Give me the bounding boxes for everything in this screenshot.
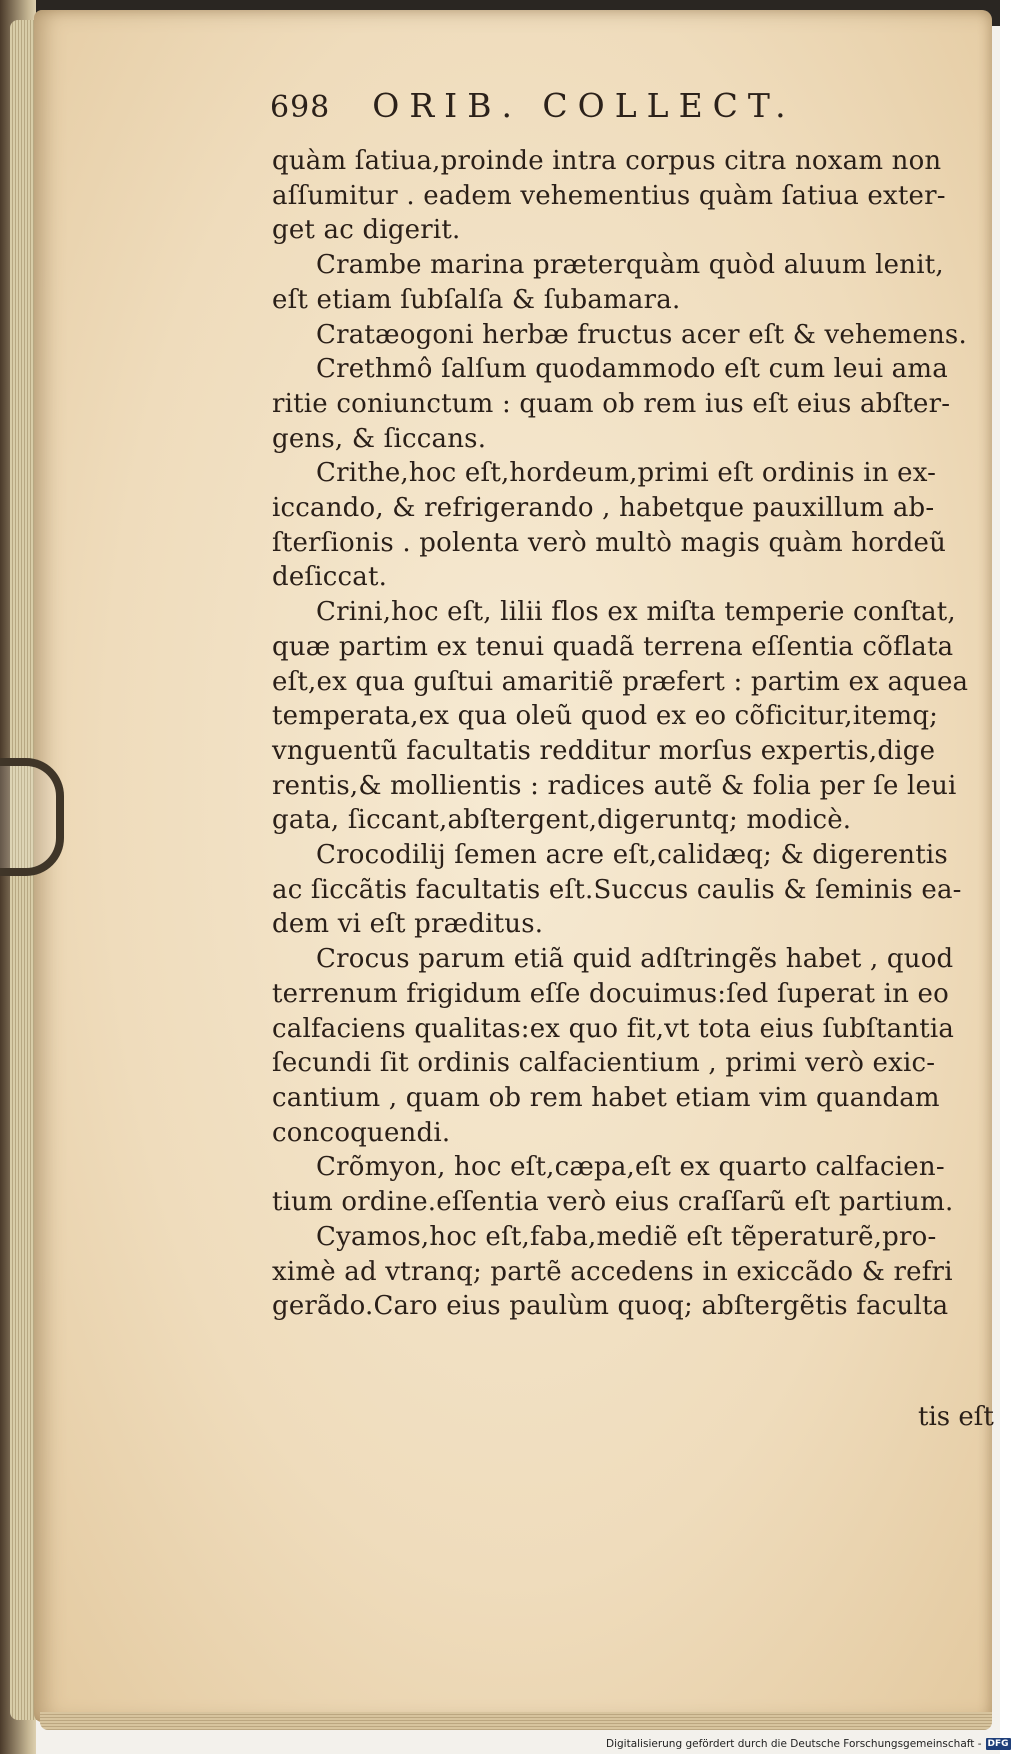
text-line: deſiccat.	[272, 562, 388, 593]
dfg-logo: DFG	[987, 1739, 1009, 1749]
text-line: ſecundi ſit ordinis calfacientium , primi verò exic-	[272, 1048, 936, 1079]
page-number: 698	[270, 90, 331, 125]
page-clip	[0, 758, 64, 876]
text-line: ritie coniunctum : quam ob rem ius eſt eius abſter-	[272, 388, 951, 419]
text-line: cantium , quam ob rem habet etiam vim quandam	[272, 1082, 940, 1113]
text-line: get ac digerit.	[272, 215, 461, 246]
text-line: Crithe,hoc eſt,hordeum,primi eſt ordinis in ex-	[316, 458, 937, 489]
text-line: tium ordine.eſſentia verò eius craſſarũ eſt partium.	[272, 1187, 954, 1218]
text-line: Crocodilij ſemen acre eſt,calidæq; & digerentis	[316, 840, 948, 871]
text-line: Cyamos,hoc eſt,faba,mediẽ eſt tẽperaturẽ,pro-	[316, 1221, 937, 1252]
text-line: gerãdo.Caro eius paulùm quoq; abſtergẽtis faculta	[272, 1291, 949, 1322]
text-line: ximè ad vtranq; partẽ accedens in exiccãdo & refri	[272, 1256, 953, 1287]
text-line: gata, ſiccant,abſtergent,digeruntq; modicè.	[272, 805, 852, 836]
text-line: quàm ſatiua,proinde intra corpus citra noxam non	[272, 146, 942, 176]
text-line: terrenum frigidum eſſe docuimus:ſed ſuperat in eo	[272, 978, 949, 1009]
body-text	[272, 144, 972, 1324]
text-line: Crambe marina præterquàm quòd aluum lenit,	[316, 250, 944, 281]
text-line: rentis,& mollientis : radices autẽ & folia per ſe leui	[272, 770, 957, 801]
text-line: eſt,ex qua guſtui amaritiẽ præfert : partim ex aquea	[272, 666, 969, 697]
text-line: ac ſiccãtis facultatis eſt.Succus caulis & ſeminis ea-	[272, 874, 962, 905]
page-bottom-edge	[40, 1712, 992, 1730]
text-line: quæ partim ex tenui quadã terrena eſſentia cõflata	[272, 631, 954, 662]
text-line: Crocus parum etiã quid adſtringẽs habet , quod	[316, 944, 954, 975]
text-line: iccando, & refrigerando , habetque pauxillum ab-	[272, 493, 935, 524]
text-line: eſt etiam ſubſalſa & ſubamara.	[272, 284, 681, 315]
text-line: aſſumitur . eadem vehementius quàm ſatiua exter-	[272, 180, 946, 211]
text-line: Crini,hoc eſt, lilii flos ex miſta temperie conſtat,	[316, 597, 956, 628]
text-line: dem vi eſt præditus.	[272, 909, 544, 940]
catchword: tis eſt	[918, 1402, 994, 1432]
text-line: Crethmô ſalſum quodammodo eſt cum leui ama	[316, 354, 948, 385]
text-line: temperata,ex qua oleũ quod ex eo cõficitur,itemq;	[272, 701, 939, 732]
text-line: calfaciens qualitas:ex quo fit,vt tota eius ſubſtantia	[272, 1013, 955, 1044]
text-line: vnguentũ facultatis redditur morſus expertis,dige	[272, 735, 936, 766]
text-line: Crõmyon, hoc eſt,cæpa,eſt ex quarto calfacien-	[316, 1152, 945, 1183]
credit-text: Digitalisierung gefördert durch die Deutsche Forschungsgemeinschaft -	[606, 1738, 982, 1750]
text-line: Cratæogoni herbæ fructus acer eſt & vehemens.	[316, 319, 967, 350]
text-line: concoquendi.	[272, 1117, 451, 1148]
text-line: ſterſionis . polenta verò multò magis quàm hordeũ	[272, 527, 947, 558]
running-title: ORIB. COLLECT.	[372, 86, 796, 125]
text-line: gens, & ſiccans.	[272, 423, 487, 454]
digitization-credit	[606, 1737, 1009, 1751]
page-header	[270, 86, 970, 132]
